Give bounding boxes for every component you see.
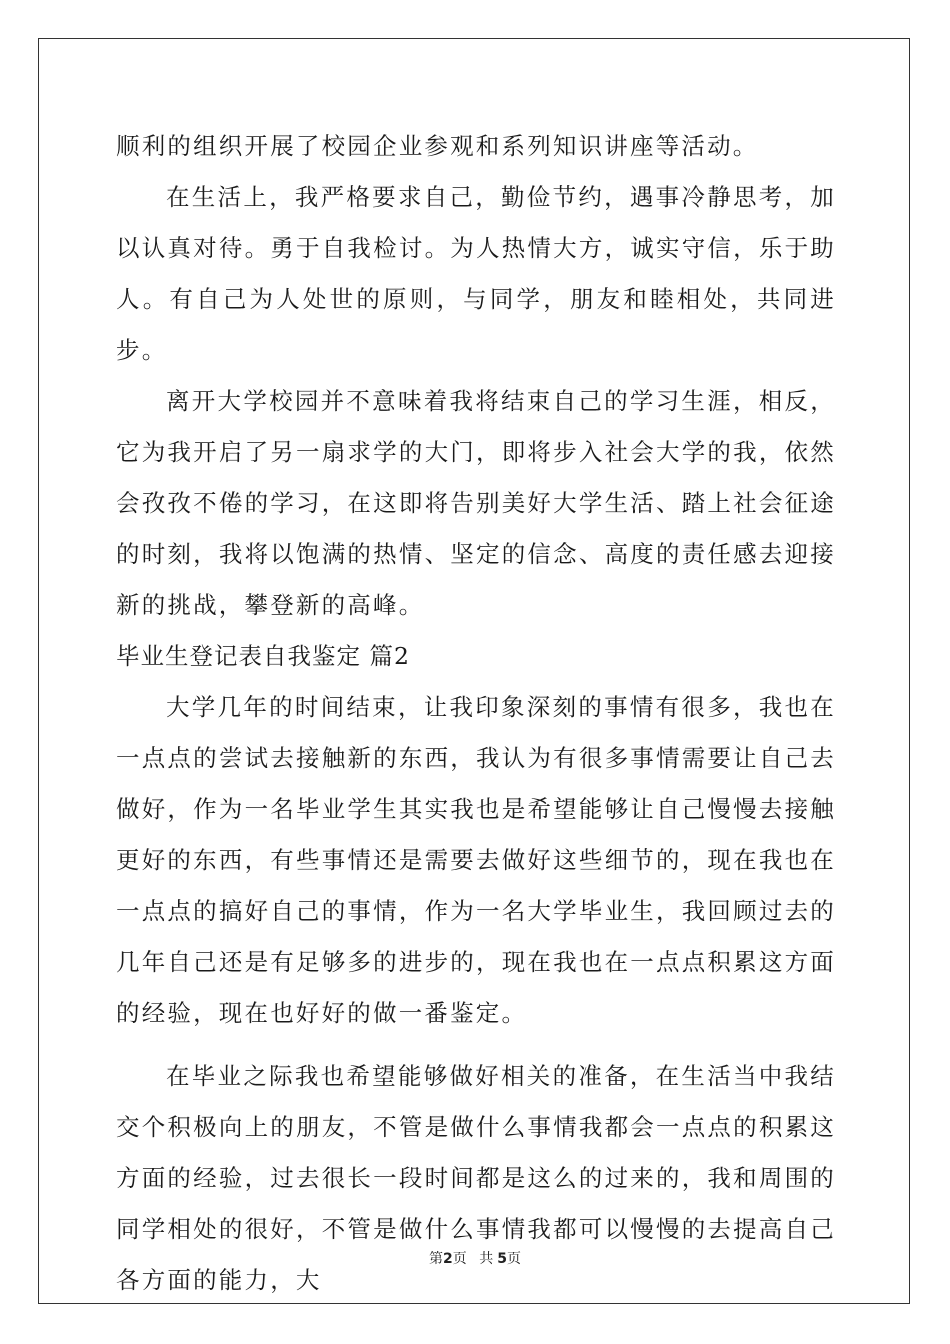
total-pages: 5 — [497, 1251, 507, 1267]
document-body — [116, 121, 836, 1306]
total-indicator — [479, 1251, 521, 1267]
paragraph: 顺利的组织开展了校园企业参观和系列知识讲座等活动。 — [116, 132, 759, 160]
page-suffix: 页 — [452, 1251, 467, 1267]
page-footer — [0, 1248, 950, 1268]
page-number: 2 — [443, 1251, 453, 1267]
page-indicator — [429, 1251, 467, 1267]
paragraph: 在毕业之际我也希望能够做好相关的准备，在生活当中我结交个积极向上的朋友，不管是做什么事情我都会一点点的积累这方面的经验，过去很长一段时间都是这么的过来的，我和周围的同学相处的很好，不管是做什么事情我都可以慢慢的去提高自己各方面的能力，大 — [116, 1062, 836, 1294]
total-suffix: 页 — [506, 1251, 521, 1267]
paragraph: 大学几年的时间结束，让我印象深刻的事情有很多，我也在一点点的尝试去接触新的东西，我认为有很多事情需要让自己去做好，作为一名毕业学生其实我也是希望能够让自己慢慢去接触更好的东西，有些事情还是需要去做好这些细节的，现在我也在一点点的搞好自己的事情，作为一名大学毕业生，我回顾过去的几年自己还是有足够多的进步的，现在我也在一点点积累这方面的经验，现在也好好的做一番鉴定。 — [116, 693, 836, 1027]
total-prefix: 共 — [479, 1251, 494, 1267]
paragraph: 在生活上，我严格要求自己，勤俭节约，遇事冷静思考，加以认真对待。勇于自我检讨。为人热情大方，诚实守信，乐于助人。有自己为人处世的原则，与同学，朋友和睦相处，共同进步。 — [116, 183, 836, 364]
section-heading: 毕业生登记表自我鉴定 篇2 — [116, 642, 410, 670]
paragraph: 离开大学校园并不意味着我将结束自己的学习生涯，相反，它为我开启了另一扇求学的大门，即将步入社会大学的我，依然会孜孜不倦的学习，在这即将告别美好大学生活、踏上社会征途的时刻，我将以饱满的热情、坚定的信念、高度的责任感去迎接新的挑战，攀登新的高峰。 — [116, 387, 836, 619]
page-prefix: 第 — [429, 1251, 444, 1267]
